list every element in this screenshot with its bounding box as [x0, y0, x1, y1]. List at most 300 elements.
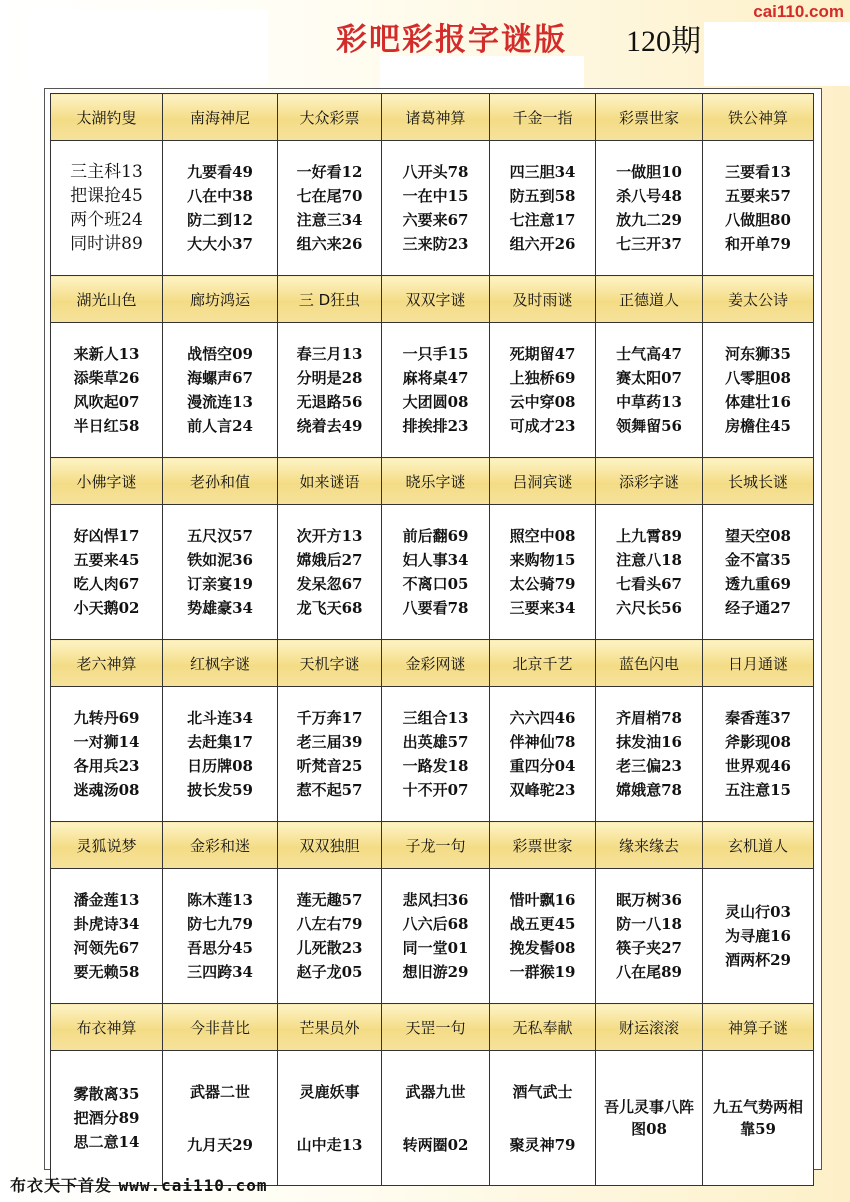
- riddle-row: [51, 141, 814, 276]
- header-row: [51, 1004, 814, 1051]
- blank-area-left: [28, 10, 268, 84]
- source-name-cell: 吕洞宾谜: [490, 458, 596, 505]
- riddle-line: 莲无趣57: [296, 891, 363, 909]
- riddle-line: 各用兵23: [73, 757, 140, 775]
- source-name-cell: 金彩网谜: [382, 640, 490, 687]
- riddle-cell: [51, 141, 163, 276]
- riddle-line: 照空中08: [509, 527, 576, 545]
- riddle-line: 挽发髻08: [509, 939, 576, 957]
- riddle-cell: [382, 141, 490, 276]
- source-name-cell: 彩票世家: [490, 822, 596, 869]
- source-name-cell: 神算子谜: [703, 1004, 814, 1051]
- riddle-line: 半日红58: [73, 417, 140, 435]
- source-name-cell: 天罡一句: [382, 1004, 490, 1051]
- riddle-line: 日历牌08: [187, 757, 253, 775]
- riddle-line: 潘金莲13: [73, 891, 140, 909]
- riddle-line: 上独桥69: [509, 369, 576, 387]
- source-name-cell: 三 D狂虫: [278, 276, 382, 323]
- riddle-line: 金不富35: [725, 551, 791, 569]
- riddle-cell: [490, 1051, 596, 1186]
- source-name-cell: 廊坊鸿运: [163, 276, 278, 323]
- riddle-line: 吾儿灵事八阵图08: [603, 1098, 694, 1138]
- riddle-cell: [278, 869, 382, 1004]
- source-name-cell: 蓝色闪电: [596, 640, 703, 687]
- riddle-line: 三来防23: [402, 235, 469, 253]
- riddle-line: 思二意14: [73, 1133, 140, 1151]
- riddle-cell: [163, 323, 278, 458]
- riddle-line: 嫦娥后27: [296, 551, 363, 569]
- riddle-cell: [490, 869, 596, 1004]
- riddle-line: 一对狮14: [73, 733, 140, 751]
- riddle-cell: [382, 869, 490, 1004]
- riddle-line: 北斗连34: [187, 709, 253, 727]
- riddle-line: 房檐住45: [725, 417, 791, 435]
- riddle-cell: [703, 141, 814, 276]
- riddle-line: 放九二29: [616, 211, 682, 229]
- source-name-cell: 灵狐说梦: [51, 822, 163, 869]
- riddle-line: 来购物15: [509, 551, 576, 569]
- riddle-line: 战五更45: [509, 915, 576, 933]
- riddle-line: 前后翻69: [402, 527, 469, 545]
- riddle-line: 灵鹿妖事: [299, 1083, 360, 1101]
- riddle-line: 吃人肉67: [73, 575, 140, 593]
- riddle-line: 一做胆10: [616, 163, 682, 181]
- riddle-line: 三要看13: [725, 163, 791, 181]
- riddle-line: 嫦娥意78: [616, 781, 682, 799]
- riddle-line: 河领先67: [73, 939, 140, 957]
- riddle-line: 老三届39: [296, 733, 363, 751]
- riddle-line: 把酒分89: [73, 1109, 140, 1127]
- riddle-line: 八六后68: [402, 915, 469, 933]
- riddle-line: 五要来45: [73, 551, 140, 569]
- riddle-lines: [187, 342, 253, 438]
- riddle-line: 望天空08: [725, 527, 791, 545]
- riddle-line: 杀八号48: [616, 187, 682, 205]
- riddle-lines: [403, 160, 469, 256]
- riddle-line: 听梵音25: [296, 757, 363, 775]
- riddle-line: 小天鹅02: [73, 599, 140, 617]
- riddle-line: 赛太阳07: [616, 369, 682, 387]
- source-name-cell: 双双独胆: [278, 822, 382, 869]
- riddle-line: 订亲宴19: [187, 575, 253, 593]
- source-name-cell: 及时雨谜: [490, 276, 596, 323]
- riddle-line: 陈木莲13: [187, 891, 253, 909]
- riddle-line: 三要来34: [509, 599, 576, 617]
- issue-number: 120期: [626, 25, 701, 58]
- riddle-line: 麻将桌47: [402, 369, 469, 387]
- riddle-line: 一路发18: [402, 757, 469, 775]
- riddle-cell: [490, 323, 596, 458]
- riddle-line: 想旧游29: [402, 963, 469, 981]
- riddle-line: 防二到12: [187, 211, 253, 229]
- riddle-line: 秦香莲37: [725, 709, 791, 727]
- riddle-line: 惜叶飘16: [509, 891, 576, 909]
- riddle-line: 可成才23: [509, 417, 576, 435]
- footer-url[interactable]: www.cai110.com: [118, 1176, 268, 1195]
- header-row: [51, 640, 814, 687]
- riddle-line: 卦虎诗34: [73, 915, 140, 933]
- riddle-line: 次开方13: [296, 527, 363, 545]
- riddle-cell: [382, 687, 490, 822]
- riddle-lines: [403, 342, 469, 438]
- riddle-line: 来新人13: [73, 345, 140, 363]
- riddle-lines: [490, 1081, 595, 1155]
- source-name-cell: 大众彩票: [278, 94, 382, 141]
- riddle-lines: [616, 524, 682, 620]
- header-row: [51, 822, 814, 869]
- source-name-cell: 缘来缘去: [596, 822, 703, 869]
- riddle-line: 武器九世: [405, 1083, 466, 1101]
- riddle-line: 防一八18: [616, 915, 682, 933]
- riddle-line: 绕着去49: [296, 417, 363, 435]
- riddle-lines: [70, 160, 143, 256]
- riddle-line: 眠万树36: [616, 891, 682, 909]
- riddle-cell: [596, 869, 703, 1004]
- riddle-line: 风吹起07: [73, 393, 140, 411]
- riddle-line: 死期留47: [509, 345, 576, 363]
- riddle-line: 发呆忽67: [296, 575, 363, 593]
- riddle-lines: [163, 1081, 277, 1155]
- riddle-line: 同一堂01: [402, 939, 469, 957]
- riddle-line: 山中走13: [296, 1136, 363, 1154]
- riddle-line: 九五气势两相靠59: [712, 1098, 803, 1138]
- riddle-lines: [510, 160, 576, 256]
- riddle-line: 中草药13: [616, 393, 682, 411]
- header-row: [51, 276, 814, 323]
- riddle-cell: [703, 505, 814, 640]
- source-name-cell: 南海神尼: [163, 94, 278, 141]
- riddle-line: 八要看78: [402, 599, 469, 617]
- header-row: [51, 458, 814, 505]
- source-name-cell: 芒果员外: [278, 1004, 382, 1051]
- riddle-line: 迷魂汤08: [73, 781, 140, 799]
- riddle-row: [51, 323, 814, 458]
- riddle-line: 两个班24: [70, 210, 143, 230]
- riddle-line: 披长发59: [187, 781, 253, 799]
- riddle-lines: [725, 706, 791, 802]
- source-name-cell: 铁公神算: [703, 94, 814, 141]
- source-name-cell: 湖光山色: [51, 276, 163, 323]
- riddle-line: 抹发油16: [616, 733, 682, 751]
- riddle-line: 五要来57: [725, 187, 791, 205]
- riddle-line: 好凶悍17: [73, 527, 140, 545]
- riddle-line: 注意三34: [296, 211, 363, 229]
- riddle-line: 九月天29: [187, 1136, 253, 1154]
- riddle-lines: [74, 524, 140, 620]
- riddle-line: 七在尾70: [296, 187, 363, 205]
- riddle-line: 经子通27: [725, 599, 791, 617]
- blank-area-center: [380, 56, 584, 90]
- riddle-line: 十不开07: [402, 781, 469, 799]
- riddle-cell: [163, 869, 278, 1004]
- riddle-line: 海螺声67: [187, 369, 253, 387]
- source-name-cell: 太湖钓叟: [51, 94, 163, 141]
- riddle-row: [51, 869, 814, 1004]
- site-logo-text[interactable]: cai110.com: [753, 2, 844, 21]
- riddle-line: 悲风扫36: [402, 891, 469, 909]
- riddle-line: 老三偏23: [616, 757, 682, 775]
- riddle-line: 双峰驼23: [509, 781, 576, 799]
- riddle-lines: [297, 160, 363, 256]
- riddle-line: 灵山行03: [725, 903, 791, 921]
- riddle-lines: [510, 524, 576, 620]
- riddle-line: 添柴草26: [73, 369, 140, 387]
- riddle-line: 三主科13: [70, 162, 143, 182]
- riddle-cell: [596, 505, 703, 640]
- riddle-line: 一在中15: [402, 187, 469, 205]
- riddle-line: 大大小37: [187, 235, 253, 253]
- riddle-lines: [601, 1096, 697, 1140]
- source-name-cell: 无私奉献: [490, 1004, 596, 1051]
- riddle-cell: [596, 687, 703, 822]
- riddle-line: 三四跨34: [187, 963, 253, 981]
- riddle-line: 防七九79: [187, 915, 253, 933]
- riddle-lines: [725, 342, 791, 438]
- riddle-lines: [616, 888, 682, 984]
- riddle-line: 把课抢45: [70, 186, 143, 206]
- source-name-cell: 老孙和值: [163, 458, 278, 505]
- riddle-line: 重四分04: [509, 757, 576, 775]
- riddle-line: 筷子夹27: [616, 939, 682, 957]
- source-name-cell: 双双字谜: [382, 276, 490, 323]
- riddle-lines: [710, 1096, 806, 1140]
- source-name-cell: 玄机道人: [703, 822, 814, 869]
- riddle-cell: [703, 869, 814, 1004]
- source-name-cell: 日月通谜: [703, 640, 814, 687]
- riddle-lines: [297, 342, 363, 438]
- riddle-row: [51, 687, 814, 822]
- riddle-cell: [51, 869, 163, 1004]
- riddle-lines: [297, 888, 363, 984]
- riddle-cell: [596, 1051, 703, 1186]
- riddle-line: 云中穿08: [509, 393, 576, 411]
- riddle-lines: [74, 888, 140, 984]
- riddle-lines: [382, 1081, 489, 1155]
- riddle-line: 世界观46: [725, 757, 791, 775]
- riddle-lines: [187, 706, 253, 802]
- riddle-line: 龙飞天68: [296, 599, 363, 617]
- riddle-line: 转两圈02: [402, 1136, 469, 1154]
- riddle-line: 势雄豪34: [187, 599, 253, 617]
- riddle-line: 铁如泥36: [187, 551, 253, 569]
- riddle-line: 七三开37: [616, 235, 682, 253]
- riddle-line: 组六来26: [296, 235, 363, 253]
- riddle-line: 春三月13: [296, 345, 363, 363]
- riddle-line: 惹不起57: [296, 781, 363, 799]
- riddle-line: 漫流连13: [187, 393, 253, 411]
- riddle-line: 同时讲89: [70, 234, 143, 254]
- source-name-cell: 诸葛神算: [382, 94, 490, 141]
- riddle-cell: [703, 687, 814, 822]
- riddle-line: 出英雄57: [402, 733, 469, 751]
- riddle-lines: [297, 524, 363, 620]
- riddle-line: 六尺长56: [616, 599, 682, 617]
- riddle-line: 武器二世: [189, 1083, 250, 1101]
- riddle-line: 和开单79: [725, 235, 791, 253]
- source-name-cell: 布衣神算: [51, 1004, 163, 1051]
- riddle-lines: [725, 524, 791, 620]
- riddle-table: [50, 93, 814, 1186]
- riddle-line: 八零胆08: [725, 369, 791, 387]
- riddle-line: 八开头78: [402, 163, 469, 181]
- riddle-lines: [278, 1081, 381, 1155]
- riddle-line: 九要看49: [187, 163, 253, 181]
- riddle-lines: [297, 706, 363, 802]
- riddle-line: 八做胆80: [725, 211, 791, 229]
- riddle-line: 五尺汉57: [187, 527, 253, 545]
- riddle-lines: [403, 888, 469, 984]
- riddle-cell: [163, 141, 278, 276]
- riddle-cell: [163, 505, 278, 640]
- riddle-line: 吾思分45: [187, 939, 253, 957]
- riddle-line: 要无赖58: [73, 963, 140, 981]
- riddle-line: 一群猴19: [509, 963, 576, 981]
- blank-area-right: [704, 22, 850, 86]
- riddle-cell: [51, 1051, 163, 1186]
- riddle-lines: [510, 888, 576, 984]
- source-name-cell: 今非昔比: [163, 1004, 278, 1051]
- riddle-line: 八在中38: [187, 187, 253, 205]
- riddle-lines: [725, 160, 791, 256]
- riddle-lines: [403, 524, 469, 620]
- source-name-cell: 添彩字谜: [596, 458, 703, 505]
- source-name-cell: 子龙一句: [382, 822, 490, 869]
- riddle-cell: [490, 505, 596, 640]
- riddle-lines: [74, 1082, 140, 1154]
- riddle-line: 防五到58: [509, 187, 576, 205]
- riddle-cell: [382, 323, 490, 458]
- riddle-lines: [187, 160, 253, 256]
- riddle-line: 聚灵神79: [509, 1136, 576, 1154]
- riddle-line: 伴神仙78: [509, 733, 576, 751]
- riddle-line: 八左右79: [296, 915, 363, 933]
- riddle-lines: [74, 706, 140, 802]
- riddle-lines: [187, 524, 253, 620]
- riddle-line: 组六开26: [509, 235, 576, 253]
- riddle-line: 九转丹69: [73, 709, 140, 727]
- riddle-line: 酒气武士: [512, 1083, 573, 1101]
- source-name-cell: 彩票世家: [596, 94, 703, 141]
- riddle-line: 儿死散23: [296, 939, 363, 957]
- riddle-cell: [163, 1051, 278, 1186]
- riddle-lines: [510, 342, 576, 438]
- riddle-line: 太公骑79: [509, 575, 576, 593]
- source-name-cell: 如来谜语: [278, 458, 382, 505]
- riddle-line: 雾散离35: [73, 1085, 140, 1103]
- riddle-lines: [187, 888, 253, 984]
- source-name-cell: 姜太公诗: [703, 276, 814, 323]
- source-name-cell: 财运滚滚: [596, 1004, 703, 1051]
- riddle-line: 前人言24: [187, 417, 253, 435]
- riddle-lines: [725, 900, 791, 972]
- source-name-cell: 天机字谜: [278, 640, 382, 687]
- riddle-line: 排挨排23: [402, 417, 469, 435]
- riddle-line: 一只手15: [402, 345, 469, 363]
- source-name-cell: 长城长谜: [703, 458, 814, 505]
- riddle-line: 注意八18: [616, 551, 682, 569]
- riddle-cell: [278, 141, 382, 276]
- riddle-line: 斧影现08: [725, 733, 791, 751]
- riddle-lines: [510, 706, 576, 802]
- riddle-line: 六要来67: [402, 211, 469, 229]
- riddle-row: [51, 505, 814, 640]
- riddle-lines: [74, 342, 140, 438]
- riddle-cell: [163, 687, 278, 822]
- riddle-cell: [51, 687, 163, 822]
- riddle-line: 齐眉梢78: [616, 709, 682, 727]
- riddle-line: 分明是28: [296, 369, 363, 387]
- riddle-line: 七注意17: [509, 211, 576, 229]
- riddle-cell: [596, 141, 703, 276]
- footer-text: 布衣天下首发: [10, 1176, 113, 1195]
- source-name-cell: 千金一指: [490, 94, 596, 141]
- riddle-line: 上九霄89: [616, 527, 682, 545]
- riddle-line: 透九重69: [725, 575, 791, 593]
- riddle-line: 八在尾89: [616, 963, 682, 981]
- source-name-cell: 金彩和迷: [163, 822, 278, 869]
- source-name-cell: 正德道人: [596, 276, 703, 323]
- riddle-line: 大团圆08: [402, 393, 469, 411]
- riddle-cell: [278, 1051, 382, 1186]
- riddle-line: 五注意15: [725, 781, 791, 799]
- riddle-cell: [703, 1051, 814, 1186]
- riddle-line: 妇人事34: [402, 551, 469, 569]
- footer: [10, 1173, 267, 1196]
- riddle-line: 七看头67: [616, 575, 682, 593]
- riddle-row: [51, 1051, 814, 1186]
- riddle-line: 六六四46: [509, 709, 576, 727]
- riddle-cell: [490, 141, 596, 276]
- riddle-lines: [403, 706, 469, 802]
- riddle-lines: [616, 706, 682, 802]
- source-name-cell: 北京千艺: [490, 640, 596, 687]
- riddle-cell: [596, 323, 703, 458]
- riddle-lines: [616, 160, 682, 256]
- riddle-cell: [703, 323, 814, 458]
- riddle-cell: [278, 323, 382, 458]
- riddle-cell: [278, 687, 382, 822]
- riddle-line: 去赶集17: [187, 733, 253, 751]
- riddle-line: 河东狮35: [725, 345, 791, 363]
- riddle-line: 无退路56: [296, 393, 363, 411]
- riddle-line: 赵子龙05: [296, 963, 363, 981]
- riddle-cell: [278, 505, 382, 640]
- riddle-cell: [382, 1051, 490, 1186]
- source-name-cell: 红枫字谜: [163, 640, 278, 687]
- page-title: 彩吧彩报字谜版: [336, 22, 567, 58]
- riddle-cell: [51, 323, 163, 458]
- riddle-cell: [490, 687, 596, 822]
- riddle-line: 四三胆34: [509, 163, 576, 181]
- header-row: [51, 94, 814, 141]
- riddle-line: 一好看12: [296, 163, 363, 181]
- riddle-lines: [616, 342, 682, 438]
- riddle-line: 战悟空09: [187, 345, 253, 363]
- riddle-line: 体建壮16: [725, 393, 791, 411]
- riddle-line: 士气高47: [616, 345, 682, 363]
- riddle-line: 为寻鹿16: [725, 927, 791, 945]
- source-name-cell: 小佛字谜: [51, 458, 163, 505]
- riddle-line: 酒两杯29: [725, 951, 791, 969]
- riddle-cell: [51, 505, 163, 640]
- source-name-cell: 晓乐字谜: [382, 458, 490, 505]
- riddle-line: 三组合13: [402, 709, 469, 727]
- riddle-line: 不离口05: [402, 575, 469, 593]
- riddle-line: 千万奔17: [296, 709, 363, 727]
- riddle-line: 领舞留56: [616, 417, 682, 435]
- source-name-cell: 老六神算: [51, 640, 163, 687]
- riddle-cell: [382, 505, 490, 640]
